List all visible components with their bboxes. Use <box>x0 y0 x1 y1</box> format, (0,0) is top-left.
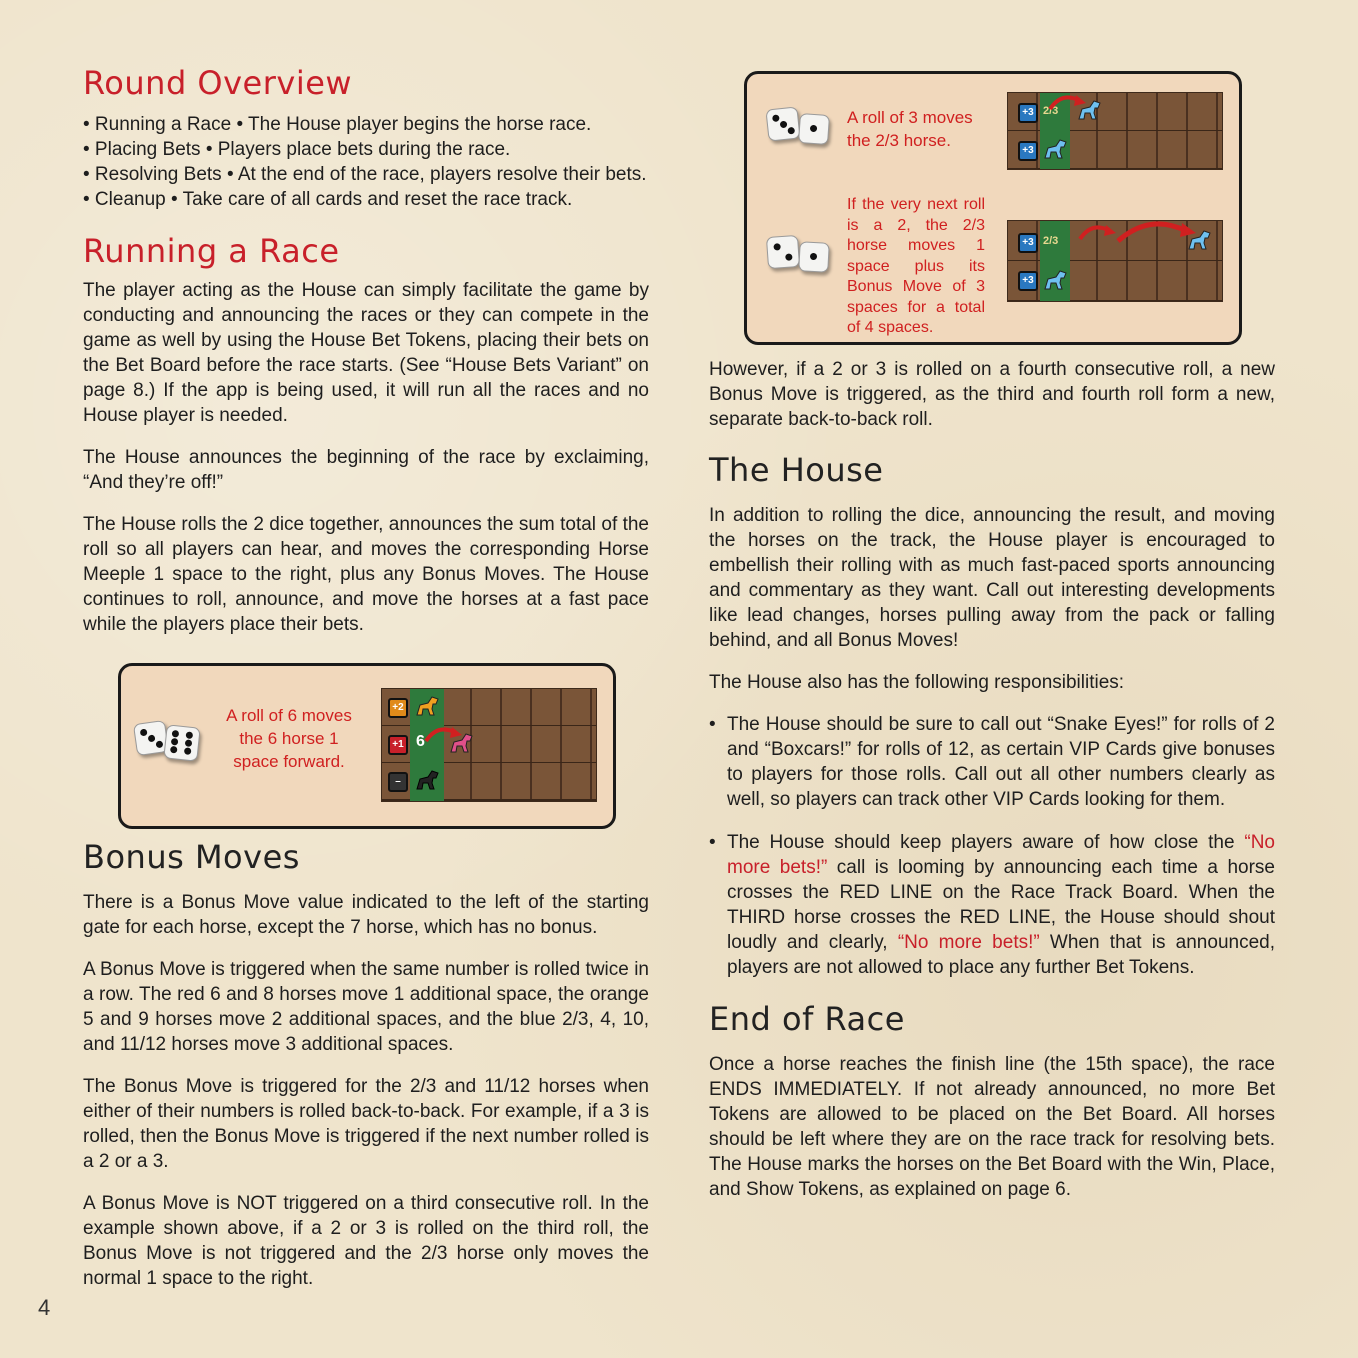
bonus-badge: +3 <box>1018 141 1038 161</box>
roll-caption-2: If the very next roll is a 2, the 2/3 horse moves 1 space plus its Bonus Move of 3 spaces for a total of 4 spaces. <box>847 196 985 336</box>
paragraph: The Bonus Move is triggered for the 2/3 and 11/12 horses when either of their numbers is rolled back-to-back. For example, if a 3 is rolled, then the Bonus Move is triggered if the next number rolled is a 2 or a 3. <box>83 1076 649 1172</box>
gate-label: 6 <box>416 733 425 750</box>
paragraph: The House rolls the 2 dice together, announces the sum total of the roll so all players can hear, and moves the corresponding Horse Meeple 1 space to the right, plus any Bonus Moves. The House continues to roll, announce, and move the horses at a fast pace while the players place their bets. <box>83 514 649 635</box>
round-overview-list <box>83 112 649 212</box>
bonus-example-panel <box>744 71 1242 345</box>
horse-icon <box>414 769 440 791</box>
list-item <box>709 830 1275 980</box>
bonus-badge: +2 <box>388 698 408 718</box>
horse-icon <box>1042 269 1068 291</box>
race-track-image <box>381 688 597 802</box>
paragraph: The player acting as the House can simply facilitate the game by conducting and announcing the races or they can compete in the game as well by using the House Bet Tokens, placing their bets on the Bet Board before the race starts. (See “House Bets Variant” on page 8.) If the app is being used, it will run all the races and no House player is needed. <box>83 280 649 426</box>
end-of-race-heading: End of Race <box>709 1000 905 1038</box>
move-arrow-icon <box>424 723 464 743</box>
gate-label: 2/3 <box>1043 105 1059 117</box>
paragraph: Once a horse reaches the finish line (the 15th space), the race ENDS IMMEDIATELY. If not already announced, no more Bet Tokens are allowed to be placed on the Bet Board. All horses should be left where they are on the race track for resolving bets. The House marks the horses on the Bet Board with the Win, Place, and Show Tokens, as explained on page 6. <box>709 1054 1275 1200</box>
overview-line: • Placing Bets • Players place bets during the race. <box>83 139 511 160</box>
the-house-heading: The House <box>709 451 884 489</box>
bullet-icon: • <box>709 714 716 735</box>
bullet-text: The House should be sure to call out “Snake Eyes!” for rolls of 2 and “Boxcars!” for rolls of 12, as certain VIP Cards give bonuses to players for those rolls. Call out all other numbers clearly as well, so players can track other VIP Cards looking for them. <box>727 714 1275 810</box>
no-more-bets-callout: “No more bets!” <box>897 932 1040 953</box>
roll-caption: A roll of 6 moves the 6 horse 1 space forward. <box>226 706 352 771</box>
paragraph: In addition to rolling the dice, announcing the result, and moving the horses on the track, the House player is encouraged to embellish their rolling with as much fast-paced sports announcing and commentary as they want. Call out interesting developments like lead changes, horses pulling away from the pack or falling behind, and all Bonus Moves! <box>709 505 1275 651</box>
gate-label: 2/3 <box>1043 235 1059 247</box>
roll-example-panel <box>118 663 616 829</box>
list-item <box>709 712 1275 812</box>
bonus-badge: – <box>388 772 408 792</box>
move-arrow-icon <box>1078 221 1118 241</box>
bonus-badge: +3 <box>1018 271 1038 291</box>
round-overview-heading: Round Overview <box>83 64 353 102</box>
horse-icon <box>414 695 440 717</box>
bullet-text: The House should keep players aware of how close the <box>727 832 1245 853</box>
left-column <box>83 62 649 654</box>
paragraph: However, if a 2 or 3 is rolled on a fourth consecutive roll, a new Bonus Move is triggered, as the third and fourth roll form a new, separate back-to-back roll. <box>709 359 1275 430</box>
page-number: 4 <box>38 1295 51 1320</box>
paragraph: A Bonus Move is triggered when the same number is rolled twice in a row. The red 6 and 8 horses move 1 additional space, the orange 5 and 9 horses move 2 additional spaces, and the blue 2/3, 4, 10, and 11/12 horses move 3 additional spaces. <box>83 959 649 1055</box>
bonus-moves-heading: Bonus Moves <box>83 838 300 876</box>
paragraph: There is a Bonus Move value indicated to the left of the starting gate for each horse, except the 7 horse, which has no bonus. <box>83 892 649 938</box>
paragraph: The House also has the following responsibilities: <box>709 672 1125 693</box>
no-more-bets-callout: “No more bets!” <box>727 832 1275 878</box>
bonus-badge: +3 <box>1018 233 1038 253</box>
race-track-image <box>1007 220 1223 302</box>
paragraph: The House announces the beginning of the race by exclaiming, “And they’re off!” <box>83 447 649 493</box>
overview-line: • Resolving Bets • At the end of the race, players resolve their bets. <box>83 164 647 185</box>
overview-line: • Running a Race • The House player begins the horse race. <box>83 114 592 135</box>
horse-icon <box>1042 138 1068 160</box>
bullet-text: call is looming by announcing each time a horse crosses the RED LINE on the Race Track Board. When the THIRD horse crosses the RED LINE, the House should shout loudly and clearly, <box>727 857 1275 953</box>
bullet-icon: • <box>709 832 716 853</box>
right-column <box>709 357 1275 1202</box>
roll-caption-1: A roll of 3 moves the 2/3 horse. <box>847 108 973 150</box>
bonus-badge: +3 <box>1018 103 1038 123</box>
bonus-moves-section <box>83 836 649 1308</box>
race-track-image <box>1007 92 1223 170</box>
responsibilities-list <box>709 712 1275 980</box>
bonus-badge: +1 <box>388 735 408 755</box>
running-a-race-heading: Running a Race <box>83 232 340 270</box>
overview-line: • Cleanup • Take care of all cards and reset the race track. <box>83 189 573 210</box>
paragraph: A Bonus Move is NOT triggered on a third consecutive roll. In the example shown above, if a 2 or 3 is rolled on the third roll, the Bonus Move is not triggered and the 2/3 horse only moves the normal 1 space to the right. <box>83 1193 649 1289</box>
move-arrow-icon <box>1048 93 1088 111</box>
move-arrow-icon <box>1116 220 1198 243</box>
bullet-text: When that is announced, players are not allowed to place any further Bet Tokens. <box>727 932 1275 978</box>
